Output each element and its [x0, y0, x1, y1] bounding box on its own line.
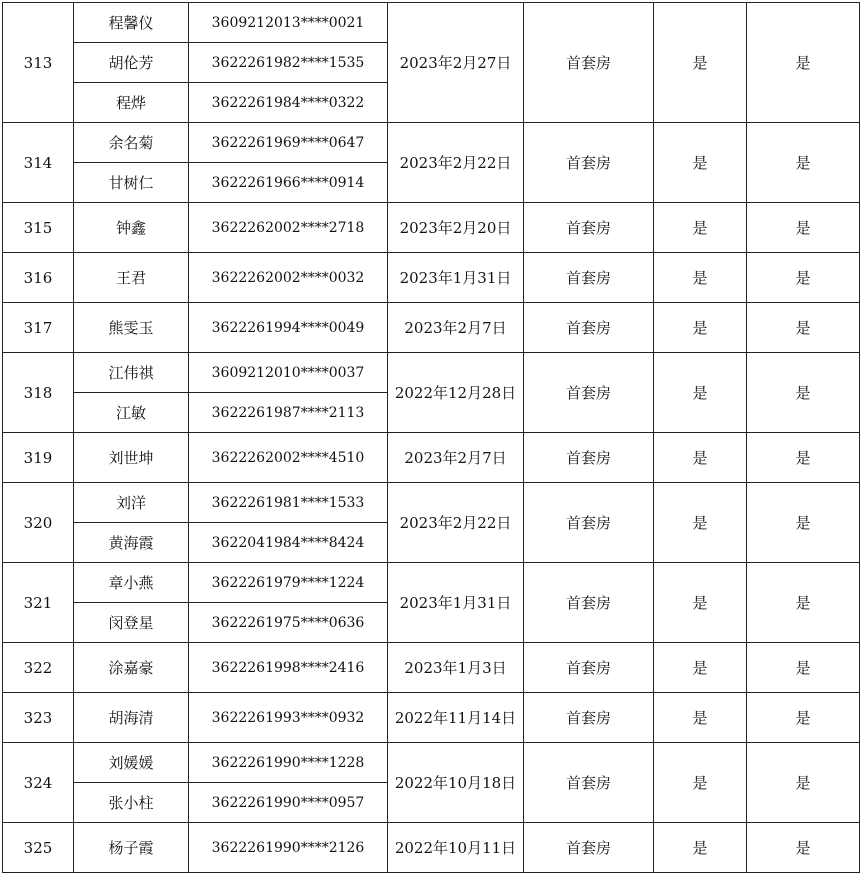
id-number-cell: 3622261993****0932: [189, 693, 388, 743]
id-number-cell: 3622261981****1533: [189, 483, 388, 523]
check-2-cell: 是: [747, 353, 860, 433]
id-number-cell: 3622261966****0914: [189, 163, 388, 203]
housing-type-cell: 首套房: [524, 253, 654, 303]
check-2-cell: 是: [747, 823, 860, 873]
date-cell: 2022年12月28日: [388, 353, 524, 433]
check-1-cell: 是: [654, 433, 747, 483]
housing-type-cell: 首套房: [524, 693, 654, 743]
name-cell: 刘洋: [74, 483, 189, 523]
check-1-cell: 是: [654, 563, 747, 643]
serial-number-cell: 317: [3, 303, 74, 353]
name-cell: 王君: [74, 253, 189, 303]
check-2-cell: 是: [747, 203, 860, 253]
table-row: [3, 353, 860, 393]
date-cell: 2023年1月3日: [388, 643, 524, 693]
name-cell: 刘媛媛: [74, 743, 189, 783]
id-number-cell: 3622262002****0032: [189, 253, 388, 303]
id-number-cell: 3609212013****0021: [189, 3, 388, 43]
name-cell: 涂嘉豪: [74, 643, 189, 693]
id-number-cell: 3622262002****2718: [189, 203, 388, 253]
check-1-cell: 是: [654, 3, 747, 123]
check-1-cell: 是: [654, 693, 747, 743]
date-cell: 2022年10月18日: [388, 743, 524, 823]
check-1-cell: 是: [654, 643, 747, 693]
check-1-cell: 是: [654, 483, 747, 563]
housing-type-cell: 首套房: [524, 823, 654, 873]
table-row: [3, 303, 860, 353]
serial-number-cell: 323: [3, 693, 74, 743]
id-number-cell: 3622261998****2416: [189, 643, 388, 693]
check-1-cell: 是: [654, 203, 747, 253]
id-number-cell: 3622261969****0647: [189, 123, 388, 163]
serial-number-cell: 313: [3, 3, 74, 123]
name-cell: 程馨仪: [74, 3, 189, 43]
date-cell: 2023年1月31日: [388, 253, 524, 303]
date-cell: 2022年10月11日: [388, 823, 524, 873]
check-2-cell: 是: [747, 433, 860, 483]
id-number-cell: 3622261990****1228: [189, 743, 388, 783]
serial-number-cell: 321: [3, 563, 74, 643]
check-1-cell: 是: [654, 253, 747, 303]
name-cell: 余名菊: [74, 123, 189, 163]
check-1-cell: 是: [654, 743, 747, 823]
check-2-cell: 是: [747, 3, 860, 123]
name-cell: 甘树仁: [74, 163, 189, 203]
table-row: [3, 433, 860, 483]
housing-type-cell: 首套房: [524, 3, 654, 123]
date-cell: 2023年1月31日: [388, 563, 524, 643]
serial-number-cell: 316: [3, 253, 74, 303]
date-cell: 2023年2月22日: [388, 483, 524, 563]
id-number-cell: 3622261984****0322: [189, 83, 388, 123]
table-row: [3, 203, 860, 253]
housing-type-cell: 首套房: [524, 353, 654, 433]
name-cell: 张小柱: [74, 783, 189, 823]
id-number-cell: 3622261994****0049: [189, 303, 388, 353]
serial-number-cell: 320: [3, 483, 74, 563]
table-row: [3, 123, 860, 163]
table-row: [3, 3, 860, 43]
id-number-cell: 3609212010****0037: [189, 353, 388, 393]
housing-type-cell: 首套房: [524, 433, 654, 483]
check-2-cell: 是: [747, 643, 860, 693]
check-1-cell: 是: [654, 123, 747, 203]
date-cell: 2023年2月20日: [388, 203, 524, 253]
housing-type-cell: 首套房: [524, 303, 654, 353]
housing-type-cell: 首套房: [524, 123, 654, 203]
records-table-body: [3, 3, 860, 873]
name-cell: 章小燕: [74, 563, 189, 603]
id-number-cell: 3622261987****2113: [189, 393, 388, 433]
check-1-cell: 是: [654, 353, 747, 433]
date-cell: 2023年2月22日: [388, 123, 524, 203]
serial-number-cell: 315: [3, 203, 74, 253]
date-cell: 2023年2月7日: [388, 303, 524, 353]
check-2-cell: 是: [747, 483, 860, 563]
housing-type-cell: 首套房: [524, 563, 654, 643]
id-number-cell: 3622261975****0636: [189, 603, 388, 643]
date-cell: 2023年2月27日: [388, 3, 524, 123]
name-cell: 程烨: [74, 83, 189, 123]
serial-number-cell: 319: [3, 433, 74, 483]
check-1-cell: 是: [654, 303, 747, 353]
check-2-cell: 是: [747, 563, 860, 643]
table-row: [3, 643, 860, 693]
name-cell: 闵登星: [74, 603, 189, 643]
serial-number-cell: 324: [3, 743, 74, 823]
name-cell: 刘世坤: [74, 433, 189, 483]
name-cell: 熊雯玉: [74, 303, 189, 353]
id-number-cell: 3622261990****0957: [189, 783, 388, 823]
id-number-cell: 3622041984****8424: [189, 523, 388, 563]
table-row: [3, 743, 860, 783]
housing-type-cell: 首套房: [524, 203, 654, 253]
id-number-cell: 3622261982****1535: [189, 43, 388, 83]
housing-type-cell: 首套房: [524, 643, 654, 693]
table-row: [3, 563, 860, 603]
name-cell: 江伟祺: [74, 353, 189, 393]
housing-type-cell: 首套房: [524, 483, 654, 563]
check-2-cell: 是: [747, 303, 860, 353]
table-row: [3, 483, 860, 523]
serial-number-cell: 322: [3, 643, 74, 693]
records-table: [2, 2, 860, 873]
housing-type-cell: 首套房: [524, 743, 654, 823]
serial-number-cell: 314: [3, 123, 74, 203]
name-cell: 胡伦芳: [74, 43, 189, 83]
serial-number-cell: 325: [3, 823, 74, 873]
name-cell: 杨子霞: [74, 823, 189, 873]
check-2-cell: 是: [747, 693, 860, 743]
table-row: [3, 253, 860, 303]
name-cell: 胡海清: [74, 693, 189, 743]
date-cell: 2022年11月14日: [388, 693, 524, 743]
date-cell: 2023年2月7日: [388, 433, 524, 483]
check-2-cell: 是: [747, 123, 860, 203]
name-cell: 江敏: [74, 393, 189, 433]
check-2-cell: 是: [747, 743, 860, 823]
check-1-cell: 是: [654, 823, 747, 873]
id-number-cell: 3622262002****4510: [189, 433, 388, 483]
id-number-cell: 3622261979****1224: [189, 563, 388, 603]
table-row: [3, 693, 860, 743]
id-number-cell: 3622261990****2126: [189, 823, 388, 873]
check-2-cell: 是: [747, 253, 860, 303]
table-row: [3, 823, 860, 873]
name-cell: 钟鑫: [74, 203, 189, 253]
serial-number-cell: 318: [3, 353, 74, 433]
name-cell: 黄海霞: [74, 523, 189, 563]
